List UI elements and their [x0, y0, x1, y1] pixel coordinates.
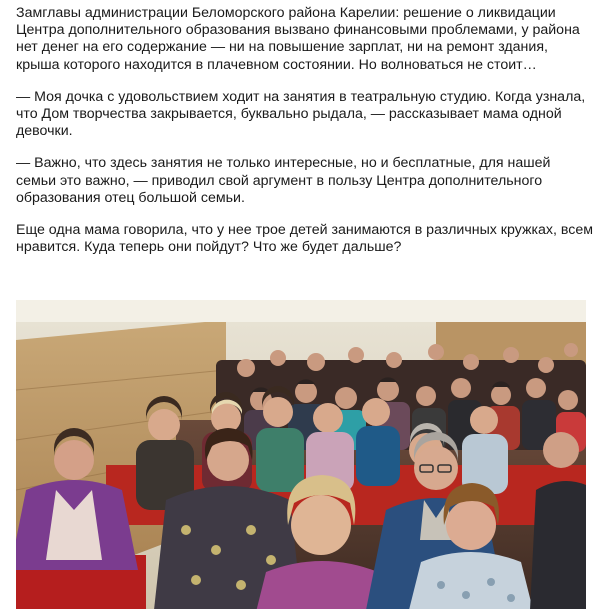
- paragraph-intro: Замглавы администрации Беломорского района Карелии: решение о ликвидации Центра дополнительного образования вызвано финансовыми проблемами, у района нет денег на его содержание — ни на повышение зарплат, ни на ремонт здания, крыша которого находится в плачевном состоянии. Но волноваться не стоит…: [16, 5, 580, 73]
- paragraph-quote-father: — Важно, что здесь занятия не только интересные, но и бесплатные, для нашей семьи это важно, — приводил свой аргумент в пользу Центра дополнительного образования отец большой семьи.: [16, 155, 551, 206]
- paragraph-quote-mother: — Моя дочка с удовольствием ходит на занятия в театральную студию. Когда узнала, что Дом творчества закрывается, буквально рыдала, — рассказывает мама одной девочки.: [16, 88, 586, 140]
- audience-meeting-photo: [16, 300, 586, 609]
- paragraph-closing: Еще одна мама говорила, что у нее трое детей занимаются в различных кружках, всем нравится. Куда теперь они пойдут? Что же будет дальше?: [16, 222, 593, 256]
- article-text: [16, 5, 594, 271]
